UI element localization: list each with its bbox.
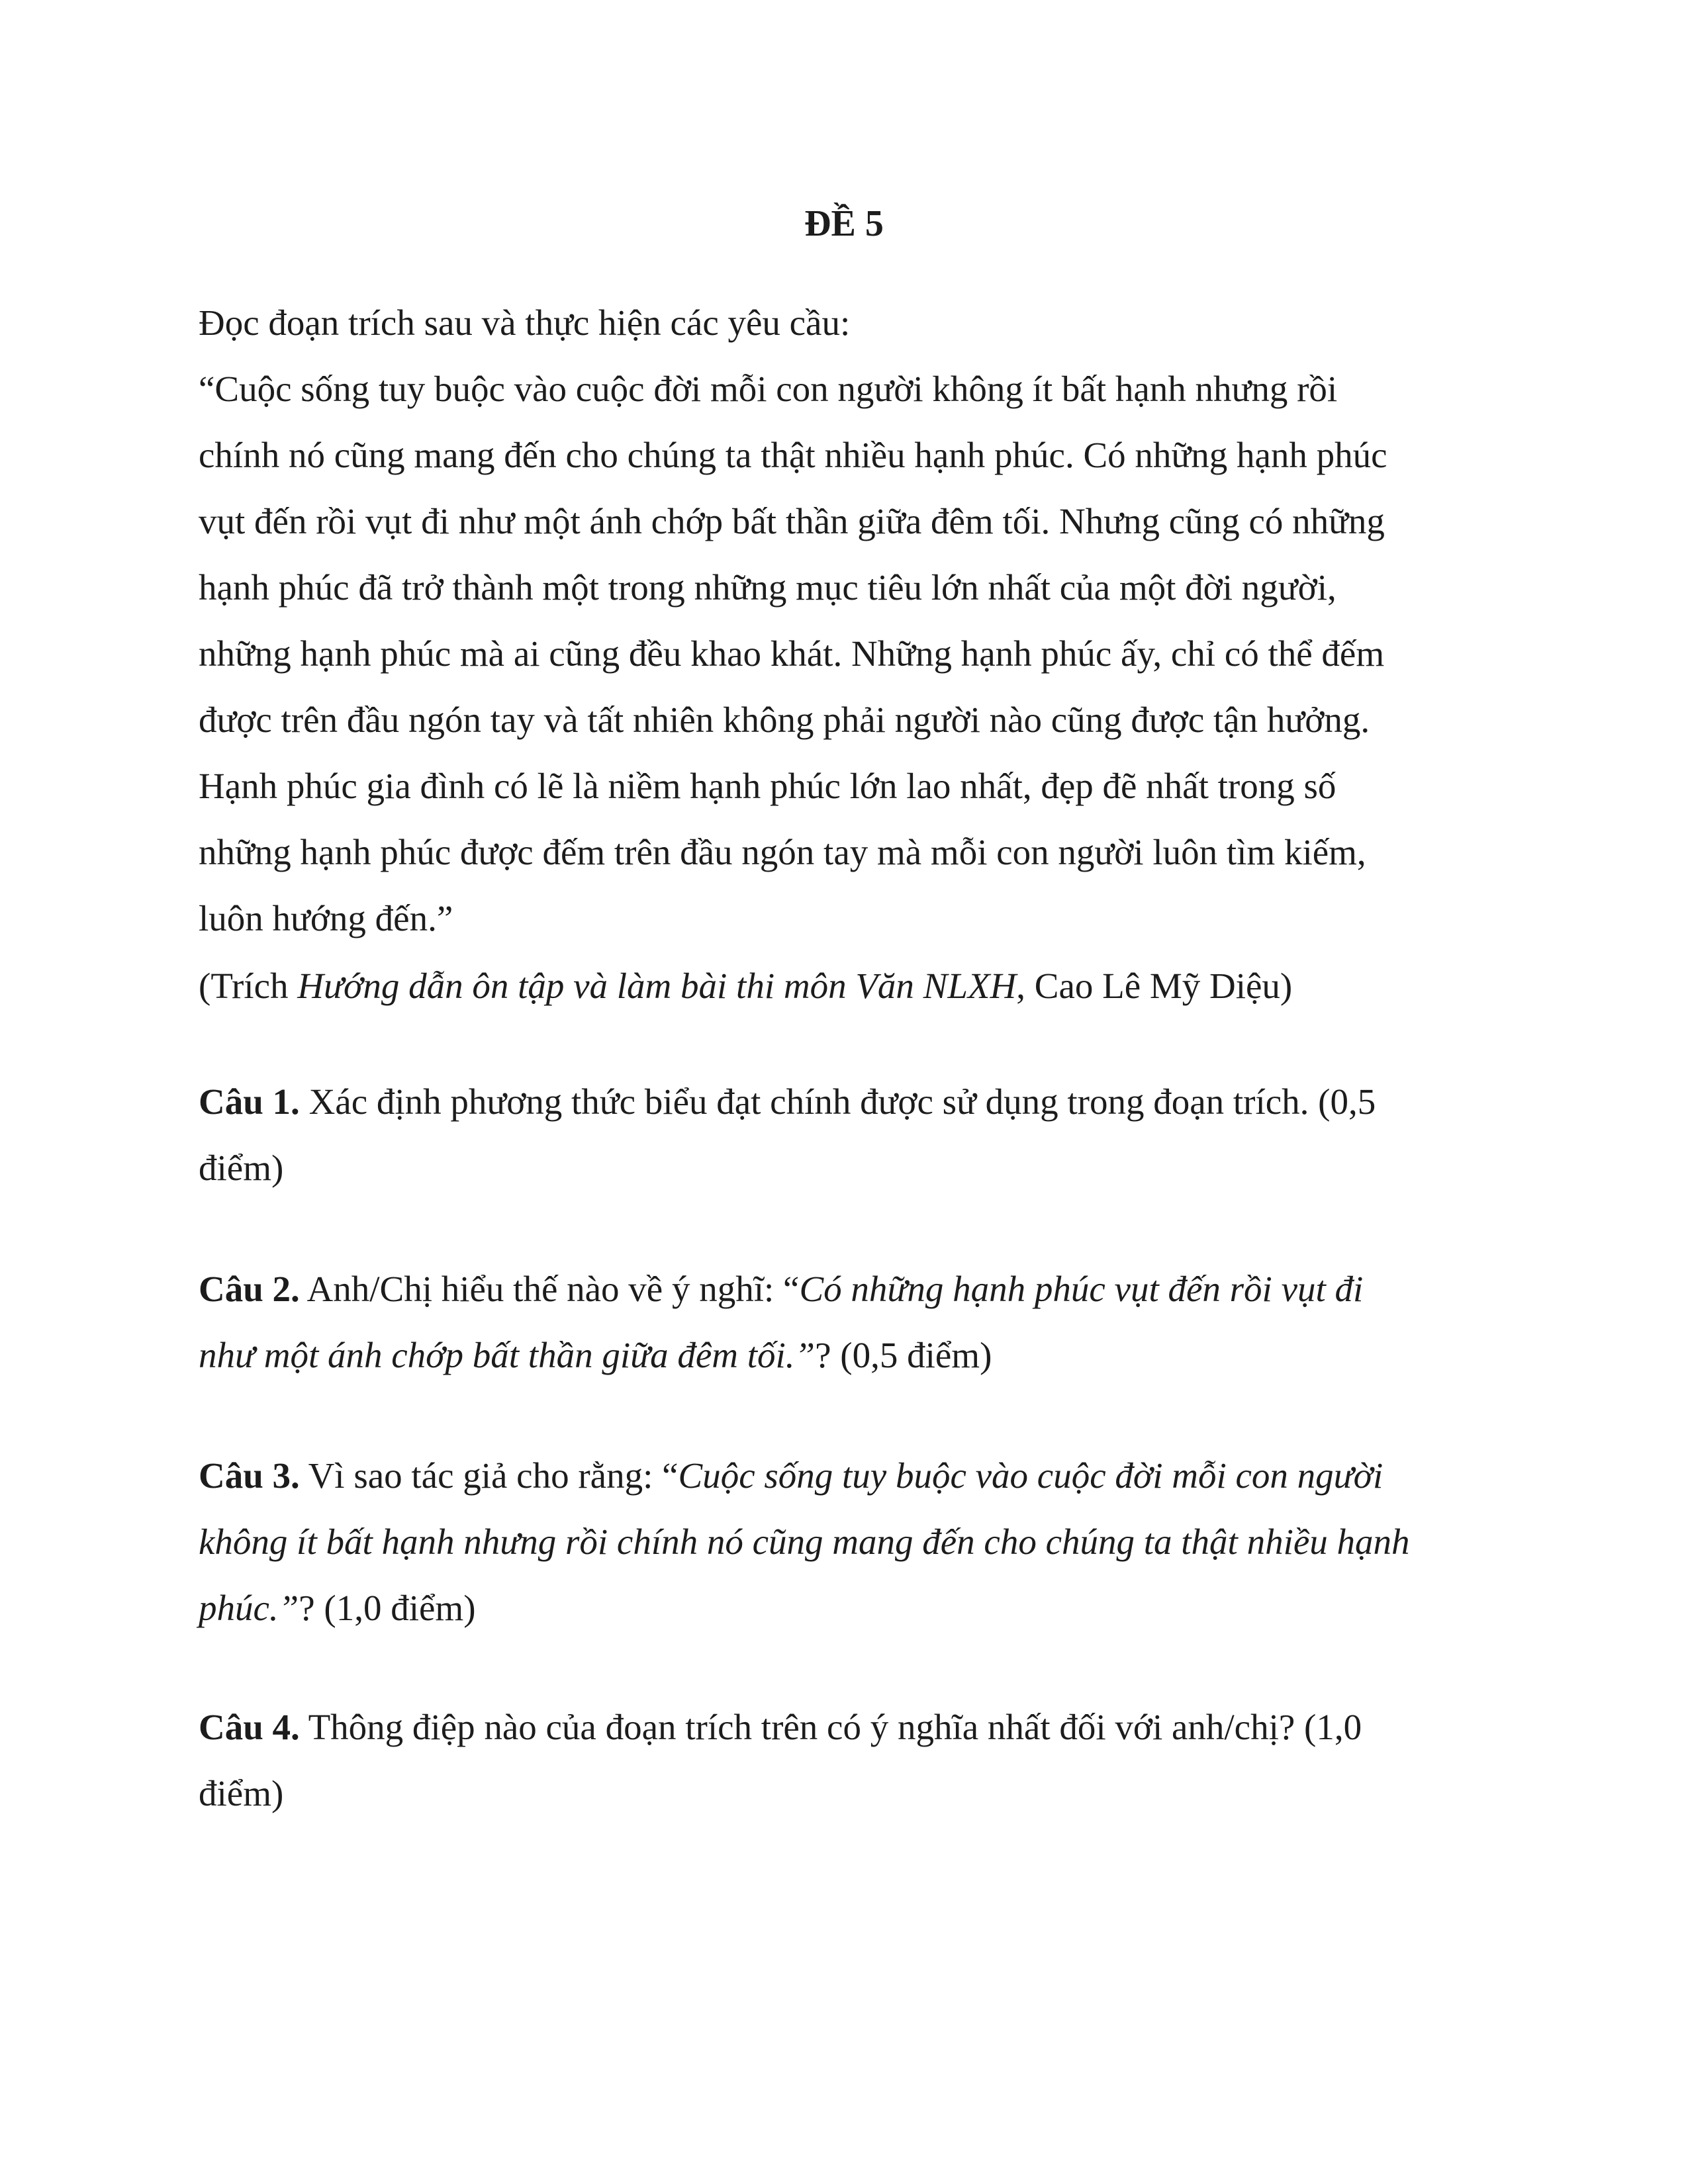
- question-text: Vì sao tác giả cho rằng: “: [299, 1455, 679, 1496]
- source-prefix: (Trích: [199, 966, 298, 1006]
- source-work-title: Hướng dẫn ôn tập và làm bài thi môn Văn NLXH: [297, 966, 1017, 1006]
- question-quote: như một ánh chớp bất thần giữa đêm tối.”: [199, 1335, 816, 1375]
- passage-line: Hạnh phúc gia đình có lẽ là niềm hạnh phúc lớn lao nhất, đẹp đẽ nhất trong số: [199, 766, 1336, 806]
- passage-line: những hạnh phúc được đếm trên đầu ngón tay mà mỗi con người luôn tìm kiếm,: [199, 832, 1366, 872]
- question-quote: không ít bất hạnh nhưng rồi chính nó cũng mang đến cho chúng ta thật nhiều hạnh: [199, 1522, 1410, 1562]
- question-1: [199, 1069, 1509, 1201]
- question-text: Xác định phương thức biểu đạt chính được sử dụng trong đoạn trích. (0,5: [299, 1081, 1376, 1122]
- question-text: Thông điệp nào của đoạn trích trên có ý nghĩa nhất đối với anh/chị? (1,0: [299, 1707, 1362, 1747]
- reading-passage: [199, 290, 1509, 952]
- passage-line: luôn hướng đến.”: [199, 898, 453, 938]
- question-text: điểm): [199, 1773, 284, 1813]
- passage-line: được trên đầu ngón tay và tất nhiên không phải người nào cũng được tận hưởng.: [199, 700, 1370, 740]
- page-title: ĐỀ 5: [804, 203, 884, 244]
- question-text: Anh/Chị hiểu thế nào về ý nghĩ: “: [299, 1269, 800, 1309]
- passage-line: “Cuộc sống tuy buộc vào cuộc đời mỗi con người không ít bất hạnh nhưng rồi: [199, 369, 1338, 409]
- question-label: Câu 2.: [199, 1269, 300, 1309]
- question-3: [199, 1443, 1509, 1641]
- instruction-text: Đọc đoạn trích sau và thực hiện các yêu cầu:: [199, 302, 851, 343]
- source-citation: [199, 953, 1509, 1019]
- question-label: Câu 3.: [199, 1455, 300, 1496]
- question-text: ? (1,0 điểm): [299, 1588, 476, 1628]
- passage-line: chính nó cũng mang đến cho chúng ta thật nhiều hạnh phúc. Có những hạnh phúc: [199, 435, 1387, 475]
- question-label: Câu 4.: [199, 1707, 300, 1747]
- passage-line: hạnh phúc đã trở thành một trong những mục tiêu lớn nhất của một đời người,: [199, 567, 1336, 608]
- question-label: Câu 1.: [199, 1081, 300, 1122]
- question-text: ? (0,5 điểm): [815, 1335, 992, 1375]
- source-suffix: , Cao Lê Mỹ Diệu): [1016, 966, 1293, 1006]
- question-quote: Có những hạnh phúc vụt đến rồi vụt đi: [799, 1269, 1364, 1309]
- question-quote: Cuộc sống tuy buộc vào cuộc đời mỗi con người: [678, 1455, 1383, 1496]
- passage-line: những hạnh phúc mà ai cũng đều khao khát. Những hạnh phúc ấy, chỉ có thể đếm: [199, 633, 1385, 674]
- question-quote: phúc.”: [199, 1588, 299, 1628]
- question-4: [199, 1694, 1509, 1827]
- passage-line: vụt đến rồi vụt đi như một ánh chớp bất thần giữa đêm tối. Nhưng cũng có những: [199, 501, 1385, 541]
- question-text: điểm): [199, 1148, 284, 1188]
- question-2: [199, 1256, 1509, 1388]
